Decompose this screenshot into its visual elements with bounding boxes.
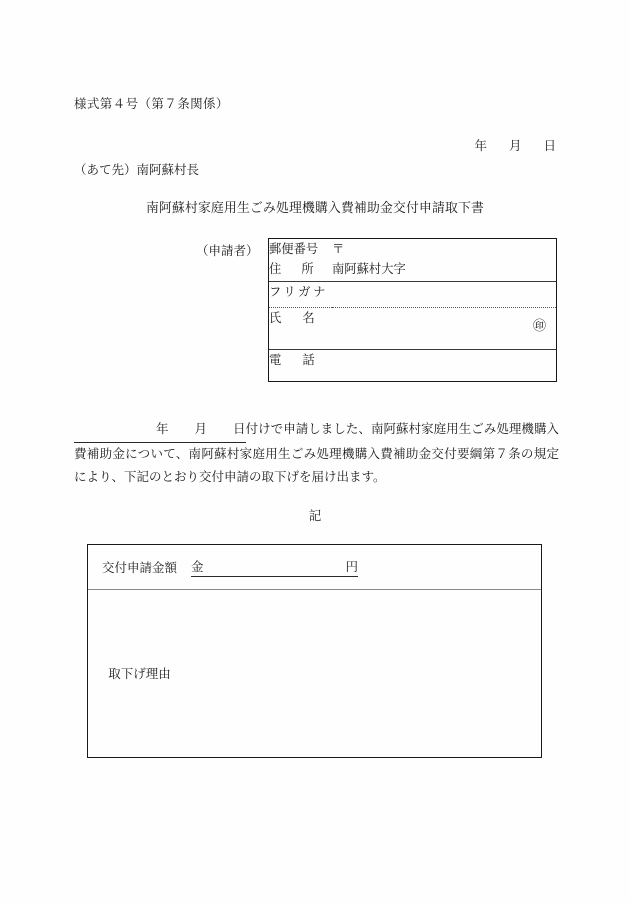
furigana-label-cell (269, 281, 332, 307)
application-date-blank[interactable]: 年 月 日 (74, 418, 246, 443)
amount-value-cell[interactable] (191, 545, 541, 589)
postal-code-value: 〒 (332, 242, 345, 256)
table-row-furigana (269, 281, 556, 307)
details-table (87, 544, 542, 758)
table-row-name (269, 307, 556, 349)
date-day-label: 日 (543, 139, 556, 153)
addressee: （あて先）南阿蘇村長 (74, 163, 200, 177)
table-row-address (269, 239, 556, 281)
applicant-label: （申請者） (196, 244, 259, 258)
furigana-value-cell[interactable] (332, 281, 556, 307)
table-row-reason (88, 589, 541, 757)
form-number: 様式第４号（第７条関係） (74, 97, 229, 111)
name-value-cell[interactable] (332, 307, 556, 349)
document-title: 南阿蘇村家庭用生ごみ処理機購入費補助金交付申請取下書 (146, 201, 484, 215)
applicant-table (268, 238, 557, 382)
name-label-cell: 氏 名 (269, 307, 332, 349)
telephone-label-cell: 電 話 (269, 352, 315, 367)
table-row-amount (88, 545, 541, 589)
date-line (0, 136, 556, 154)
date-month-label: 月 (508, 139, 522, 153)
address-label: 住 所 (269, 262, 314, 276)
body-paragraph (74, 418, 559, 490)
amount-blank[interactable]: 金 円 (191, 557, 358, 577)
amount-label: 交付申請金額 (88, 545, 191, 589)
postal-code-label: 郵便番号 (269, 242, 319, 256)
address-label-cell (269, 239, 332, 281)
address-value: 南阿蘇村大字 (332, 262, 406, 276)
table-row-telephone (269, 349, 556, 381)
ki-mark: 記 (308, 509, 322, 523)
body-text: 付けで申請しました、南阿蘇村家庭用生ごみ処理機購入費補助金について、南阿蘇村家庭用生ごみ処理機購入費補助金交付要綱第７条の規定により、下記のとおり交付申請の取下げを届け出ます。 (74, 422, 559, 484)
furigana-label: フリガナ (269, 284, 328, 299)
seal-icon: ㊞ (532, 317, 546, 333)
telephone-value-cell[interactable] (332, 349, 556, 381)
date-year-label: 年 (474, 139, 487, 153)
reason-value-cell[interactable] (191, 589, 541, 757)
address-value-cell[interactable] (332, 239, 556, 281)
reason-label: 取下げ理由 (108, 667, 171, 682)
